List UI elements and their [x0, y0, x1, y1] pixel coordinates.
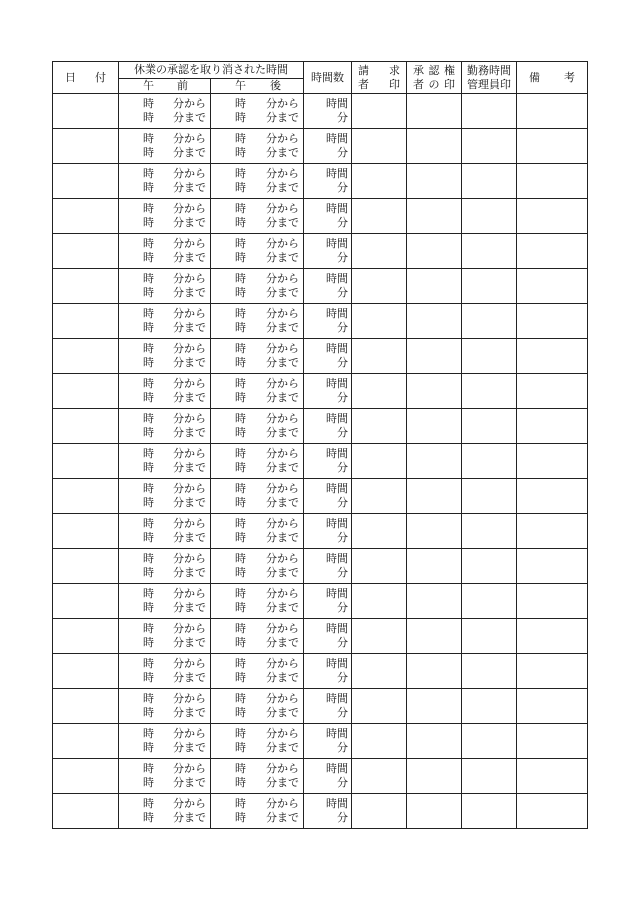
- approver-seal-cell[interactable]: [407, 584, 462, 619]
- date-cell[interactable]: [53, 374, 119, 409]
- am-time-cell[interactable]: 時 分から 時 分まで: [119, 759, 211, 794]
- table-row: [53, 234, 588, 269]
- am-time-cell[interactable]: 時 分から 時 分まで: [119, 374, 211, 409]
- requester-seal-cell[interactable]: [352, 234, 407, 269]
- am-time-cell[interactable]: 時 分から 時 分まで: [119, 444, 211, 479]
- hours-cell[interactable]: 時間 分: [304, 619, 352, 654]
- remarks-cell[interactable]: [517, 234, 588, 269]
- approver-seal-cell[interactable]: [407, 409, 462, 444]
- am-time-cell[interactable]: 時 分から 時 分まで: [119, 514, 211, 549]
- table-row: [53, 584, 588, 619]
- date-cell[interactable]: [53, 269, 119, 304]
- pm-time-cell[interactable]: 時 分から 時 分まで: [211, 339, 304, 374]
- header-row-1: [53, 62, 588, 79]
- table-row: [53, 724, 588, 759]
- date-cell[interactable]: [53, 409, 119, 444]
- am-time-cell[interactable]: 時 分から 時 分まで: [119, 269, 211, 304]
- am-time-cell[interactable]: 時 分から 時 分まで: [119, 724, 211, 759]
- approver-seal-cell[interactable]: [407, 374, 462, 409]
- hours-cell[interactable]: 時間 分: [304, 409, 352, 444]
- requester-seal-cell[interactable]: [352, 199, 407, 234]
- am-time-cell[interactable]: 時 分から 時 分まで: [119, 549, 211, 584]
- hours-cell[interactable]: 時間 分: [304, 514, 352, 549]
- remarks-cell[interactable]: [517, 619, 588, 654]
- approver-seal-header: 承 認 権 者 の 印: [407, 62, 462, 94]
- am-time-cell[interactable]: 時 分から 時 分まで: [119, 304, 211, 339]
- am-time-cell[interactable]: 時 分から 時 分まで: [119, 94, 211, 129]
- pm-time-cell[interactable]: 時 分から 時 分まで: [211, 479, 304, 514]
- remarks-cell[interactable]: [517, 269, 588, 304]
- pm-time-cell[interactable]: 時 分から 時 分まで: [211, 654, 304, 689]
- hours-cell[interactable]: 時間 分: [304, 339, 352, 374]
- remarks-cell[interactable]: [517, 479, 588, 514]
- table-row: [53, 199, 588, 234]
- date-cell[interactable]: [53, 199, 119, 234]
- requester-seal-cell[interactable]: [352, 164, 407, 199]
- remarks-cell[interactable]: [517, 374, 588, 409]
- approver-seal-cell[interactable]: [407, 94, 462, 129]
- am-time-cell[interactable]: 時 分から 時 分まで: [119, 409, 211, 444]
- pm-time-cell[interactable]: 時 分から 時 分まで: [211, 619, 304, 654]
- table-row: [53, 339, 588, 374]
- date-cell[interactable]: [53, 234, 119, 269]
- date-cell[interactable]: [53, 479, 119, 514]
- requester-seal-cell[interactable]: [352, 479, 407, 514]
- requester-seal-cell[interactable]: [352, 94, 407, 129]
- manager-seal-cell[interactable]: [462, 234, 517, 269]
- pm-time-cell[interactable]: 時 分から 時 分まで: [211, 584, 304, 619]
- hours-cell[interactable]: 時間 分: [304, 164, 352, 199]
- remarks-cell[interactable]: [517, 129, 588, 164]
- pm-time-cell[interactable]: 時 分から 時 分まで: [211, 549, 304, 584]
- approver-seal-cell[interactable]: [407, 619, 462, 654]
- manager-seal-cell[interactable]: [462, 619, 517, 654]
- table-row: [53, 689, 588, 724]
- manager-seal-cell[interactable]: [462, 794, 517, 829]
- requester-seal-cell[interactable]: [352, 269, 407, 304]
- date-cell[interactable]: [53, 619, 119, 654]
- pm-time-cell[interactable]: 時 分から 時 分まで: [211, 234, 304, 269]
- am-time-cell[interactable]: 時 分から 時 分まで: [119, 164, 211, 199]
- table-row: [53, 374, 588, 409]
- remarks-cell[interactable]: [517, 759, 588, 794]
- remarks-cell[interactable]: [517, 724, 588, 759]
- manager-seal-cell[interactable]: [462, 724, 517, 759]
- manager-seal-cell[interactable]: [462, 689, 517, 724]
- hours-cell[interactable]: 時間 分: [304, 234, 352, 269]
- manager-seal-cell[interactable]: [462, 444, 517, 479]
- date-cell[interactable]: [53, 584, 119, 619]
- pm-time-cell[interactable]: 時 分から 時 分まで: [211, 129, 304, 164]
- requester-seal-cell[interactable]: [352, 514, 407, 549]
- pm-time-cell[interactable]: 時 分から 時 分まで: [211, 374, 304, 409]
- table-row: [53, 444, 588, 479]
- hours-cell[interactable]: 時間 分: [304, 584, 352, 619]
- manager-seal-cell[interactable]: [462, 514, 517, 549]
- date-cell[interactable]: [53, 339, 119, 374]
- approver-seal-cell[interactable]: [407, 444, 462, 479]
- date-cell[interactable]: [53, 689, 119, 724]
- date-cell[interactable]: [53, 164, 119, 199]
- remarks-cell[interactable]: [517, 164, 588, 199]
- hours-cell[interactable]: 時間 分: [304, 304, 352, 339]
- approver-seal-cell[interactable]: [407, 794, 462, 829]
- manager-seal-cell[interactable]: [462, 479, 517, 514]
- date-cell[interactable]: [53, 794, 119, 829]
- table-row: [53, 759, 588, 794]
- requester-seal-cell[interactable]: [352, 689, 407, 724]
- table-row: [53, 654, 588, 689]
- am-time-cell[interactable]: 時 分から 時 分まで: [119, 654, 211, 689]
- manager-seal-cell[interactable]: [462, 304, 517, 339]
- table-row: [53, 409, 588, 444]
- pm-time-cell[interactable]: 時 分から 時 分まで: [211, 689, 304, 724]
- pm-time-cell[interactable]: 時 分から 時 分まで: [211, 164, 304, 199]
- remarks-cell[interactable]: [517, 304, 588, 339]
- pm-time-cell[interactable]: 時 分から 時 分まで: [211, 724, 304, 759]
- remarks-cell[interactable]: [517, 514, 588, 549]
- hours-header: 時間数: [304, 62, 352, 94]
- remarks-cell[interactable]: [517, 654, 588, 689]
- table-row: [53, 514, 588, 549]
- am-time-cell[interactable]: 時 分から 時 分まで: [119, 339, 211, 374]
- approver-seal-cell[interactable]: [407, 269, 462, 304]
- approver-seal-cell[interactable]: [407, 689, 462, 724]
- leave-cancellation-table: [52, 61, 588, 829]
- manager-seal-cell[interactable]: [462, 94, 517, 129]
- approver-seal-cell[interactable]: [407, 759, 462, 794]
- approver-seal-cell[interactable]: [407, 129, 462, 164]
- approver-seal-cell[interactable]: [407, 654, 462, 689]
- remarks-cell[interactable]: [517, 444, 588, 479]
- hours-cell[interactable]: 時間 分: [304, 199, 352, 234]
- remarks-cell[interactable]: [517, 549, 588, 584]
- pm-time-cell[interactable]: 時 分から 時 分まで: [211, 409, 304, 444]
- requester-seal-cell[interactable]: [352, 759, 407, 794]
- am-time-cell[interactable]: 時 分から 時 分まで: [119, 584, 211, 619]
- remarks-header: 備 考: [517, 62, 588, 94]
- hours-cell[interactable]: 時間 分: [304, 444, 352, 479]
- requester-seal-cell[interactable]: [352, 619, 407, 654]
- table-row: [53, 269, 588, 304]
- date-header: 日 付: [53, 62, 119, 94]
- requester-seal-cell[interactable]: [352, 584, 407, 619]
- remarks-cell[interactable]: [517, 689, 588, 724]
- manager-seal-cell[interactable]: [462, 164, 517, 199]
- approver-seal-cell[interactable]: [407, 199, 462, 234]
- hours-cell[interactable]: 時間 分: [304, 269, 352, 304]
- remarks-cell[interactable]: [517, 199, 588, 234]
- hours-cell[interactable]: 時間 分: [304, 479, 352, 514]
- manager-seal-header: 勤務時間 管理員印: [462, 62, 517, 94]
- manager-seal-cell[interactable]: [462, 759, 517, 794]
- date-cell[interactable]: [53, 549, 119, 584]
- hours-cell[interactable]: 時間 分: [304, 129, 352, 164]
- approver-seal-cell[interactable]: [407, 164, 462, 199]
- manager-seal-cell[interactable]: [462, 129, 517, 164]
- manager-seal-cell[interactable]: [462, 654, 517, 689]
- remarks-cell[interactable]: [517, 584, 588, 619]
- requester-seal-cell[interactable]: [352, 724, 407, 759]
- table-row: [53, 794, 588, 829]
- hours-cell[interactable]: 時間 分: [304, 374, 352, 409]
- requester-seal-cell[interactable]: [352, 129, 407, 164]
- approver-seal-cell[interactable]: [407, 514, 462, 549]
- hours-cell[interactable]: 時間 分: [304, 759, 352, 794]
- remarks-cell[interactable]: [517, 409, 588, 444]
- date-cell[interactable]: [53, 304, 119, 339]
- approver-seal-cell[interactable]: [407, 549, 462, 584]
- table-row: [53, 619, 588, 654]
- am-time-cell[interactable]: 時 分から 時 分まで: [119, 479, 211, 514]
- date-cell[interactable]: [53, 514, 119, 549]
- table-row: [53, 479, 588, 514]
- requester-seal-cell[interactable]: [352, 549, 407, 584]
- approver-seal-cell[interactable]: [407, 339, 462, 374]
- pm-time-cell[interactable]: 時 分から 時 分まで: [211, 444, 304, 479]
- hours-cell[interactable]: 時間 分: [304, 549, 352, 584]
- approver-seal-cell[interactable]: [407, 479, 462, 514]
- remarks-cell[interactable]: [517, 339, 588, 374]
- cancelled-time-header: 休業の承認を取り消された時間: [119, 62, 304, 79]
- pm-time-cell[interactable]: 時 分から 時 分まで: [211, 269, 304, 304]
- hours-cell[interactable]: 時間 分: [304, 794, 352, 829]
- am-header: 午 前: [119, 79, 211, 94]
- requester-seal-cell[interactable]: [352, 444, 407, 479]
- hours-cell[interactable]: 時間 分: [304, 654, 352, 689]
- hours-cell[interactable]: 時間 分: [304, 689, 352, 724]
- table-row: [53, 549, 588, 584]
- date-cell[interactable]: [53, 94, 119, 129]
- table-row: [53, 164, 588, 199]
- date-cell[interactable]: [53, 759, 119, 794]
- am-time-cell[interactable]: 時 分から 時 分まで: [119, 129, 211, 164]
- pm-time-cell[interactable]: 時 分から 時 分まで: [211, 794, 304, 829]
- requester-seal-cell[interactable]: [352, 374, 407, 409]
- pm-time-cell[interactable]: 時 分から 時 分まで: [211, 514, 304, 549]
- remarks-cell[interactable]: [517, 794, 588, 829]
- approver-seal-cell[interactable]: [407, 304, 462, 339]
- manager-seal-cell[interactable]: [462, 409, 517, 444]
- requester-seal-cell[interactable]: [352, 654, 407, 689]
- hours-cell[interactable]: 時間 分: [304, 94, 352, 129]
- date-cell[interactable]: [53, 129, 119, 164]
- manager-seal-cell[interactable]: [462, 549, 517, 584]
- table-row: [53, 94, 588, 129]
- date-cell[interactable]: [53, 444, 119, 479]
- requester-seal-cell[interactable]: [352, 339, 407, 374]
- hours-cell[interactable]: 時間 分: [304, 724, 352, 759]
- pm-time-cell[interactable]: 時 分から 時 分まで: [211, 199, 304, 234]
- remarks-cell[interactable]: [517, 94, 588, 129]
- date-cell[interactable]: [53, 654, 119, 689]
- manager-seal-cell[interactable]: [462, 199, 517, 234]
- date-cell[interactable]: [53, 724, 119, 759]
- requester-seal-cell[interactable]: [352, 409, 407, 444]
- am-time-cell[interactable]: 時 分から 時 分まで: [119, 619, 211, 654]
- table-row: [53, 129, 588, 164]
- table-row: [53, 304, 588, 339]
- manager-seal-cell[interactable]: [462, 269, 517, 304]
- am-time-cell[interactable]: 時 分から 時 分まで: [119, 234, 211, 269]
- pm-time-cell[interactable]: 時 分から 時 分まで: [211, 759, 304, 794]
- am-time-cell[interactable]: 時 分から 時 分まで: [119, 199, 211, 234]
- manager-seal-cell[interactable]: [462, 374, 517, 409]
- requester-seal-cell[interactable]: [352, 304, 407, 339]
- manager-seal-cell[interactable]: [462, 584, 517, 619]
- manager-seal-cell[interactable]: [462, 339, 517, 374]
- requester-seal-cell[interactable]: [352, 794, 407, 829]
- approver-seal-cell[interactable]: [407, 724, 462, 759]
- am-time-cell[interactable]: 時 分から 時 分まで: [119, 794, 211, 829]
- pm-time-cell[interactable]: 時 分から 時 分まで: [211, 304, 304, 339]
- pm-header: 午 後: [211, 79, 304, 94]
- am-time-cell[interactable]: 時 分から 時 分まで: [119, 689, 211, 724]
- requester-seal-header: 請 求 者 印: [352, 62, 407, 94]
- approver-seal-cell[interactable]: [407, 234, 462, 269]
- pm-time-cell[interactable]: 時 分から 時 分まで: [211, 94, 304, 129]
